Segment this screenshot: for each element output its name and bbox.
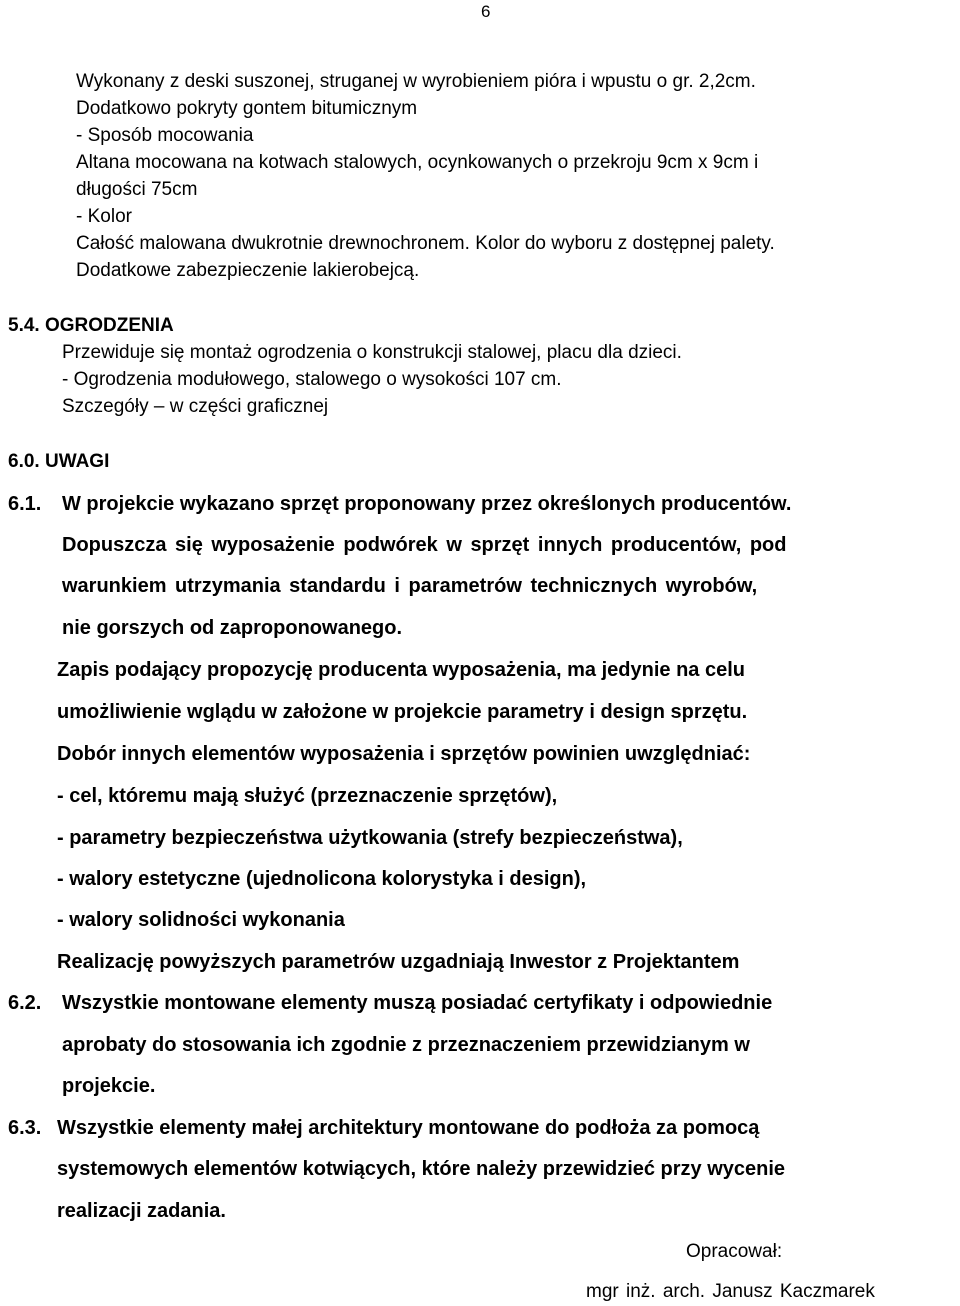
section-heading-5-4: 5.4. OGRODZENIA — [8, 315, 174, 336]
intro-line: - Sposób mocowania — [76, 125, 254, 146]
section-5-4-line: Przewiduje się montaż ogrodzenia o konstrukcji stalowej, placu dla dzieci. — [62, 342, 682, 363]
section-6-1-number: 6.1. — [8, 493, 42, 515]
section-6-1-line: Zapis podający propozycję producenta wyposażenia, ma jedynie na celu — [57, 659, 745, 681]
intro-line: Wykonany z deski suszonej, struganej w wyrobieniem pióra i wpustu o gr. 2,2cm. — [76, 71, 756, 92]
intro-line: Altana mocowana na kotwach stalowych, ocynkowanych o przekroju 9cm x 9cm i — [76, 152, 759, 173]
section-6-3-line: Wszystkie elementy małej architektury montowane do podłoża za pomocą — [57, 1117, 760, 1139]
section-6-2-line: aprobaty do stosowania ich zgodnie z przeznaczeniem przewidzianym w — [62, 1034, 750, 1056]
section-heading-6-0: 6.0. UWAGI — [8, 451, 110, 472]
section-6-3-number: 6.3. — [8, 1117, 42, 1139]
intro-line: Dodatkowo pokryty gontem bitumicznym — [76, 98, 418, 119]
section-6-1-line: warunkiem utrzymania standardu i parametrów technicznych wyrobów, — [62, 575, 758, 597]
section-6-1-line: nie gorszych od zaproponowanego. — [62, 617, 403, 639]
intro-line: Dodatkowe zabezpieczenie lakierobejcą. — [76, 260, 420, 281]
section-6-2-line: Wszystkie montowane elementy muszą posiadać certyfikaty i odpowiednie — [62, 992, 773, 1014]
signature-name: mgr inż. arch. Janusz Kaczmarek — [586, 1281, 875, 1302]
section-6-1-line: Realizację powyższych parametrów uzgadniają Inwestor z Projektantem — [57, 951, 740, 973]
section-6-1-line: - walory estetyczne (ujednolicona kolorystyka i design), — [57, 868, 587, 890]
signature-label: Opracował: — [686, 1241, 783, 1262]
section-6-2-line: projekcie. — [62, 1075, 156, 1097]
section-6-1-line: Dobór innych elementów wyposażenia i sprzętów powinien uwzględniać: — [57, 743, 751, 765]
section-6-1-line: umożliwienie wglądu w założone w projekcie parametry i design sprzętu. — [57, 701, 748, 723]
section-5-4-line: Szczegóły – w części graficznej — [62, 396, 329, 417]
page-number: 6 — [481, 2, 491, 21]
section-6-1-line: Dopuszcza się wyposażenie podwórek w sprzęt innych producentów, pod — [62, 534, 787, 556]
section-6-1-line: - cel, któremu mają służyć (przeznaczenie sprzętów), — [57, 785, 558, 807]
intro-line: - Kolor — [76, 206, 132, 227]
section-6-1-line: - parametry bezpieczeństwa użytkowania (strefy bezpieczeństwa), — [57, 827, 683, 849]
section-6-1-title: W projekcie wykazano sprzęt proponowany przez określonych producentów. — [62, 493, 792, 515]
intro-line: Całość malowana dwukrotnie drewnochronem. Kolor do wyboru z dostępnej palety. — [76, 233, 775, 254]
section-6-2-number: 6.2. — [8, 992, 42, 1014]
section-6-3-line: realizacji zadania. — [57, 1200, 226, 1222]
section-5-4-line: - Ogrodzenia modułowego, stalowego o wysokości 107 cm. — [62, 369, 562, 390]
intro-line: długości 75cm — [76, 179, 198, 200]
section-6-3-line: systemowych elementów kotwiących, które należy przewidzieć przy wycenie — [57, 1158, 786, 1180]
section-6-1-line: - walory solidności wykonania — [57, 909, 345, 931]
